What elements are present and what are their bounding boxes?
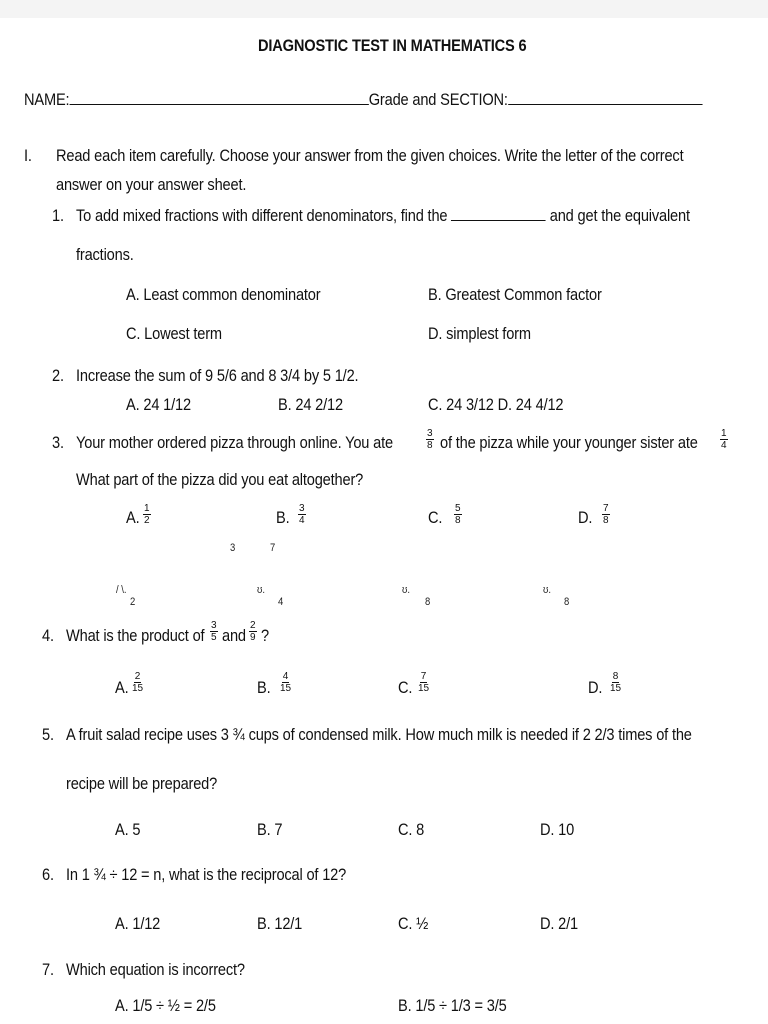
q3-c-den: 8 xyxy=(455,515,461,526)
q4-b-num: 4 xyxy=(282,671,289,682)
q4-number: 4. xyxy=(42,626,54,645)
q1-option-c: C. Lowest term xyxy=(126,324,222,343)
grade-blank xyxy=(508,90,702,105)
q4-f1-num: 3 xyxy=(211,620,217,631)
grade-label: Grade and SECTION: xyxy=(368,90,508,109)
top-strip xyxy=(0,0,768,18)
q4-c-num: 7 xyxy=(420,671,427,682)
q3-option-d-letter: D. xyxy=(578,508,593,527)
q3-stem-line-2: What part of the pizza did you eat altogether? xyxy=(76,470,364,489)
q2-option-b: B. 24 2/12 xyxy=(278,395,343,414)
q4-a-den: 15 xyxy=(132,683,144,694)
q1-option-d: D. simplest form xyxy=(428,324,531,343)
q5-option-d: D. 10 xyxy=(540,820,575,839)
q4-f2-num: 2 xyxy=(250,620,256,631)
q3-option-c-fraction xyxy=(454,503,462,526)
q4-f2-den: 9 xyxy=(250,632,256,643)
q1-number: 1. xyxy=(52,206,64,225)
q4-option-c-letter: C. xyxy=(398,678,413,697)
q3-stem-part-b: of the pizza while your younger sister ate xyxy=(440,433,698,452)
q3-option-b-fraction xyxy=(298,503,306,526)
q4-fraction-2 xyxy=(249,620,257,643)
q2-number: 2. xyxy=(52,366,64,385)
q4-b-den: 15 xyxy=(280,683,292,694)
q3-b-den: 4 xyxy=(299,515,305,526)
q3-fraction-2 xyxy=(720,428,728,451)
q1-stem-line-2: fractions. xyxy=(76,245,134,264)
q1-stem-part-a: To add mixed fractions with different denominators, find the xyxy=(76,206,448,225)
q3-d-den: 8 xyxy=(603,515,609,526)
instructions-line-1: Read each item carefully. Choose your answer from the given choices. Write the letter of the correct xyxy=(56,146,684,165)
q7-stem: Which equation is incorrect? xyxy=(66,960,245,979)
q3-fraction-2-den: 4 xyxy=(721,440,727,451)
q4-option-c-fraction xyxy=(418,671,429,694)
q4-a-num: 2 xyxy=(134,671,141,682)
artifact-fragment: 8 xyxy=(425,596,431,608)
q4-option-d-fraction xyxy=(610,671,621,694)
q5-option-c: C. 8 xyxy=(398,820,425,839)
q1-option-b: B. Greatest Common factor xyxy=(428,285,602,304)
q7-number: 7. xyxy=(42,960,54,979)
q6-number: 6. xyxy=(42,865,54,884)
q4-fraction-1 xyxy=(210,620,218,643)
q1-blank xyxy=(451,206,546,221)
q6-option-c: C. ½ xyxy=(398,914,429,933)
q6-option-d: D. 2/1 xyxy=(540,914,578,933)
q7-option-b: B. 1/5 ÷ 1/3 = 3/5 xyxy=(398,996,507,1015)
q4-stem-and: and xyxy=(222,626,246,645)
artifact-fragment: ʊ. xyxy=(402,584,411,596)
name-label: NAME: xyxy=(24,90,70,109)
name-blank xyxy=(69,90,368,105)
q4-stem-part-a: What is the product of xyxy=(66,626,205,645)
q3-stem-part-a: Your mother ordered pizza through online. You ate xyxy=(76,433,393,452)
q6-option-b: B. 12/1 xyxy=(257,914,303,933)
q3-fraction-1 xyxy=(426,428,434,451)
instructions-number: I. xyxy=(24,146,32,165)
q4-option-b-fraction xyxy=(280,671,291,694)
artifact-fragment: 7 xyxy=(270,542,276,554)
q5-stem: A fruit salad recipe uses 3 ¾ cups of condensed milk. How much milk is needed if 2 2/3 times of the xyxy=(66,725,692,744)
q5-stem-line-2: recipe will be prepared? xyxy=(66,774,218,793)
artifact-fragment: 4 xyxy=(278,596,284,608)
q4-c-den: 15 xyxy=(418,683,430,694)
q3-option-c-letter: C. xyxy=(428,508,443,527)
q5-number: 5. xyxy=(42,725,54,744)
q1-stem-part-b: and get the equivalent xyxy=(549,206,690,225)
artifact-fragment: / \. xyxy=(116,584,127,596)
name-row xyxy=(24,90,702,110)
q3-option-a-letter: A. xyxy=(126,508,140,527)
q3-option-d-fraction xyxy=(602,503,610,526)
q3-option-a-fraction xyxy=(143,503,151,526)
q3-a-num: 1 xyxy=(144,503,150,514)
q3-fraction-2-num: 1 xyxy=(721,428,727,439)
q2-option-a: A. 24 1/12 xyxy=(126,395,191,414)
q4-d-den: 15 xyxy=(610,683,622,694)
q5-option-b: B. 7 xyxy=(257,820,283,839)
q3-number: 3. xyxy=(52,433,64,452)
q3-fraction-1-den: 8 xyxy=(427,440,433,451)
q3-a-den: 2 xyxy=(144,515,150,526)
q6-stem: In 1 ¾ ÷ 12 = n, what is the reciprocal of 12? xyxy=(66,865,347,884)
q3-fraction-1-num: 3 xyxy=(427,428,433,439)
q4-f1-den: 5 xyxy=(211,632,217,643)
q1-stem xyxy=(76,206,690,226)
q4-option-a-letter: A. xyxy=(115,678,129,697)
q4-option-a-fraction xyxy=(132,671,143,694)
q5-option-a: A. 5 xyxy=(115,820,141,839)
artifact-fragment: 2 xyxy=(130,596,136,608)
artifact-fragment: ʊ. xyxy=(543,584,552,596)
q4-option-d-letter: D. xyxy=(588,678,603,697)
q4-d-num: 8 xyxy=(612,671,619,682)
q6-option-a: A. 1/12 xyxy=(115,914,161,933)
q3-option-b-letter: B. xyxy=(276,508,290,527)
q1-option-a: A. Least common denominator xyxy=(126,285,321,304)
q3-d-num: 7 xyxy=(603,503,609,514)
artifact-fragment: 8 xyxy=(564,596,570,608)
q3-b-num: 3 xyxy=(299,503,305,514)
artifact-fragment: 3 xyxy=(230,542,236,554)
instructions-line-2: answer on your answer sheet. xyxy=(56,175,247,194)
q4-stem-question-mark: ? xyxy=(261,626,269,645)
q2-stem: Increase the sum of 9 5/6 and 8 3/4 by 5 1/2. xyxy=(76,366,359,385)
q7-option-a: A. 1/5 ÷ ½ = 2/5 xyxy=(115,996,216,1015)
q2-option-c-d: C. 24 3/12 D. 24 4/12 xyxy=(428,395,564,414)
page-title: DIAGNOSTIC TEST IN MATHEMATICS 6 xyxy=(258,36,527,55)
q4-option-b-letter: B. xyxy=(257,678,271,697)
artifact-fragment: ʊ. xyxy=(257,584,266,596)
q3-c-num: 5 xyxy=(455,503,461,514)
